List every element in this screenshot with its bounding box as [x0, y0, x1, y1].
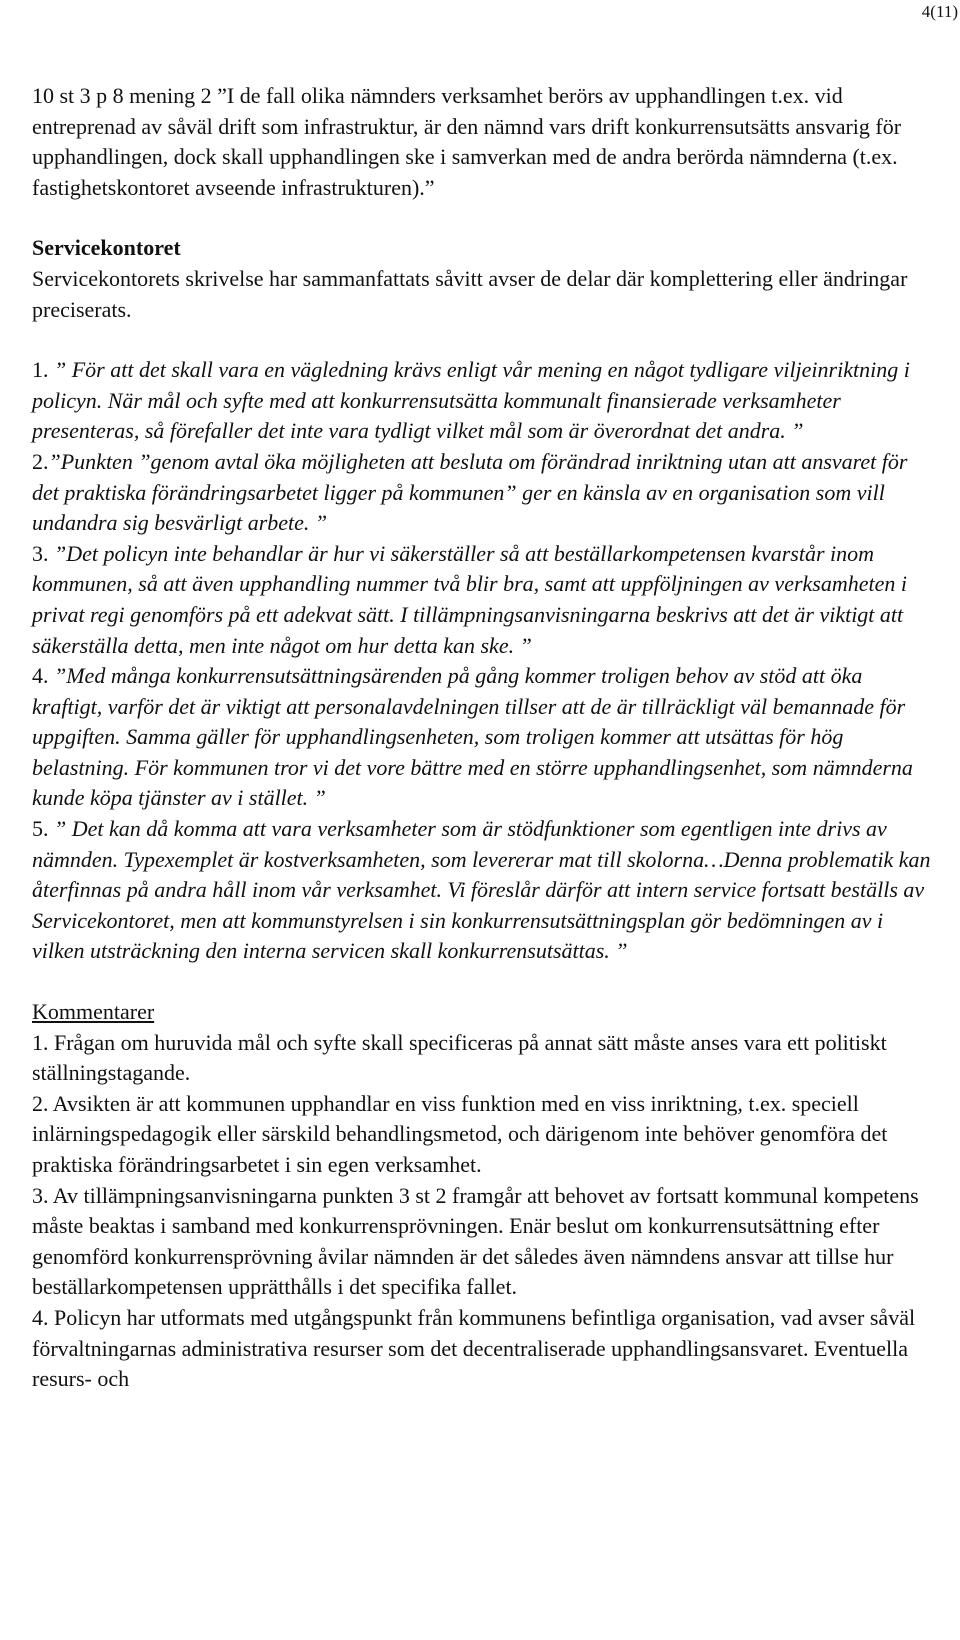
- item-quote: ”Med många konkurrensutsättningsärenden på gång kommer troligen behov av stöd att öka kraftigt, varför det är viktigt att personalavdelningen tillser att de är tillräckligt väl bemannade för uppgiften. Samma gäller för upphandlingsenheten, som troligen kommer att utsättas för hög belastning. För kommunen tror vi det vore bättre med en större upphandlingsenhet, som nämnderna kunde köpa tjänster av i stället. ”: [32, 663, 913, 811]
- list-item: [32, 447, 932, 539]
- comment-item: 1. Frågan om huruvida mål och syfte skall specificeras på annat sätt måste anses vara ett politiskt ställningstagande.: [32, 1029, 887, 1086]
- comment-item: 4. Policyn har utformats med utgångspunkt från kommunens befintliga organisation, vad avser såväl förvaltningarnas administrativa resurser som det decentraliserade upphandlingsansvaret. Eventuella resurs- och: [32, 1304, 916, 1392]
- document-body: [32, 81, 932, 1395]
- list-item: [32, 661, 932, 814]
- section-heading-kommentarer: Kommentarer: [32, 999, 155, 1025]
- item-quote: ”Punkten ”genom avtal öka möjligheten att besluta om förändrad inriktning utan att ansvaret för det praktiska förändringsarbetet ligger på kommunen” ger en känsla av en organisation som vill undandra sig besvärligt arbete. ”: [32, 448, 908, 536]
- item-number: 5.: [32, 816, 54, 842]
- section-heading-servicekontoret: Servicekontoret: [32, 235, 181, 261]
- intro-paragraph: 10 st 3 p 8 mening 2 ”I de fall olika nämnders verksamhet berörs av upphandlingen t.ex. vid entreprenad av såväl drift som infrastruktur, är den nämnd vars drift konkurrensutsätts ansvarig för upphandlingen, dock skall upphandlingen ske i samverkan med de andra berörda nämnderna (t.ex. fastighetskontoret avseende infrastrukturen).”: [32, 83, 902, 200]
- spacer: [32, 967, 932, 997]
- item-number: 1.: [32, 357, 54, 383]
- list-item: [32, 539, 932, 661]
- servicekontoret-summary: Servicekontorets skrivelse har sammanfattats såvitt avser de delar där komplettering eller ändringar preciserats.: [32, 265, 908, 322]
- comment-item: 3. Av tillämpningsanvisningarna punkten 3 st 2 framgår att behovet av fortsatt kommunal kompetens måste beaktas i samband med konkurrensprövningen. Enär beslut om konkurrensutsättning efter genomförd konkurrensprövning åvilar nämnden är det således även nämndens ansvar att tillse hur beställarkompetensen upprätthålls i det specifika fallet.: [32, 1182, 919, 1300]
- item-number: 3.: [32, 540, 54, 566]
- list-item: [32, 355, 932, 447]
- spacer: [32, 325, 932, 355]
- item-number: 2.: [32, 448, 49, 474]
- page-number: 4(11): [921, 2, 958, 21]
- list-item: [32, 814, 932, 967]
- item-quote: ” För att det skall vara en vägledning krävs enligt vår mening en något tydligare viljeinriktning i policyn. När mål och syfte med att konkurrensutsätta kommunalt finansierade verksamheter presenteras, så förefaller det inte vara tydligt vilket mål som är överordnat det andra. ”: [32, 357, 910, 444]
- item-quote: ” Det kan då komma att vara verksamheter som är stödfunktioner som egentligen inte drivs av nämnden. Typexemplet är kostverksamheten, som levererar mat till skolorna…Denna problematik kan återfinnas på andra håll inom vår verksamhet. Vi föreslår därför att intern service fortsatt beställs av Servicekontoret, men att kommunstyrelsen i sin konkurrensutsättningsplan gör bedömningen av i vilken utsträckning den interna servicen skall konkurrensutsättas. ”: [32, 816, 931, 964]
- item-number: 4.: [32, 663, 54, 689]
- comment-item: 2. Avsikten är att kommunen upphandlar en viss funktion med en viss inriktning, t.ex. speciell inlärningspedagogik eller särskild behandlingsmetod, och därigenom inte behöver genomföra det praktiska förändringsarbetet i sin egen verksamhet.: [32, 1090, 888, 1177]
- item-quote: ”Det policyn inte behandlar är hur vi säkerställer så att beställarkompetensen kvarstår inom kommunen, så att även upphandling nummer två blir bra, samt att uppföljningen av verksamheten i privat regi genomförs på ett adekvat sätt. I tillämpningsanvisningarna beskrivs att det är viktigt att säkerställa detta, men inte något om hur detta kan ske. ”: [32, 540, 907, 658]
- spacer: [32, 203, 932, 233]
